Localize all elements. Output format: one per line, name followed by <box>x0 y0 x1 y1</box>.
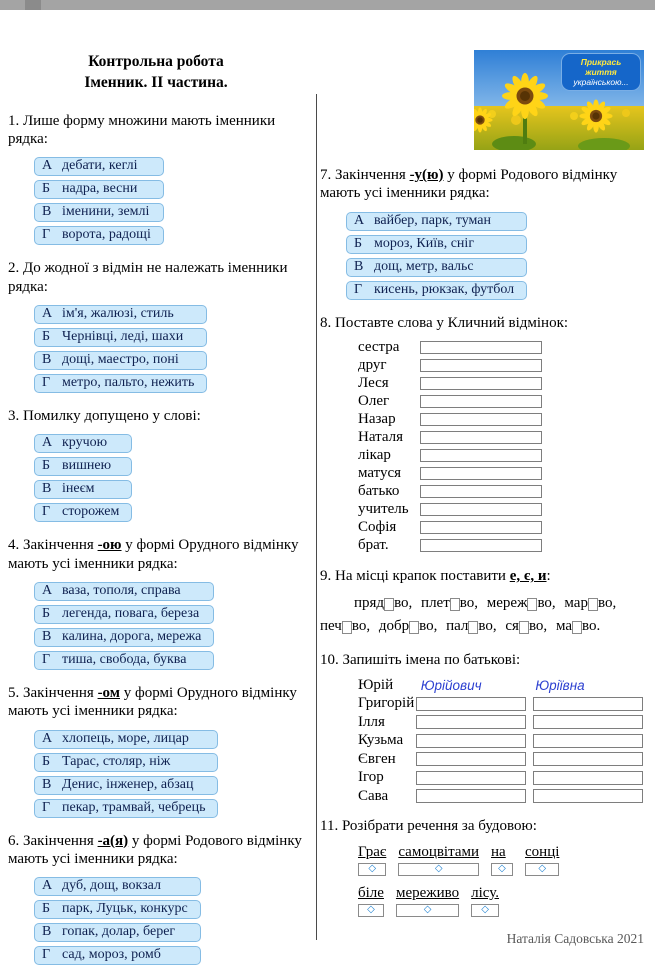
banner-slogan-line1: Прикрась життя <box>580 57 622 77</box>
option-text: Чернівці, леді, шахи <box>62 329 184 345</box>
sunflower-banner-image <box>474 50 644 150</box>
vocative-input[interactable] <box>420 395 542 408</box>
option-text: сад, мороз, ромб <box>62 947 161 963</box>
answer-option[interactable] <box>346 258 527 277</box>
patronymic-row <box>358 694 650 713</box>
letter-fill-token <box>564 595 616 611</box>
question-8-text: 8. Поставте слова у Кличний відмінок: <box>320 314 569 331</box>
patronymic-name: Кузьма <box>358 732 404 749</box>
answer-option[interactable] <box>34 457 132 476</box>
option-letter: В <box>42 481 52 497</box>
vocative-row <box>358 519 650 537</box>
answer-option[interactable] <box>34 203 164 222</box>
question-2-options <box>34 303 207 395</box>
vocative-row <box>358 429 650 447</box>
letter-input[interactable] <box>342 621 352 634</box>
vocative-row <box>358 375 650 393</box>
answer-option[interactable] <box>34 503 132 522</box>
option-letter: Г <box>42 799 51 815</box>
patronymic-male-input[interactable] <box>416 771 526 785</box>
question-6-options <box>34 875 201 967</box>
option-text: пекар, трамвай, чебрець <box>62 799 206 815</box>
sentence-word: Грає <box>358 843 387 860</box>
answer-option[interactable] <box>34 877 201 896</box>
option-text: дуб, дощ, вокзал <box>62 878 161 894</box>
option-text: вайбер, парк, туман <box>374 212 492 228</box>
parse-dropdown[interactable] <box>471 904 499 917</box>
option-text: кисень, рюкзак, футбол <box>374 281 515 297</box>
option-letter: А <box>42 158 53 174</box>
patronymic-female-input[interactable] <box>533 715 643 729</box>
token-after: во, <box>528 618 548 635</box>
dropdown-diamond-icon: ◇ <box>368 863 377 875</box>
answer-option[interactable] <box>34 799 218 818</box>
question-7-ending: -у(ю) <box>409 167 444 183</box>
answer-option[interactable] <box>34 180 164 199</box>
vocative-word: брат. <box>358 537 389 554</box>
letter-fill-token <box>556 618 600 634</box>
option-text: легенда, повага, береза <box>62 605 200 621</box>
question-9-letters: е, є, и <box>509 567 547 584</box>
vocative-row <box>358 537 650 555</box>
question-1-text <box>8 112 304 149</box>
option-letter: В <box>42 204 52 220</box>
question-3 <box>8 407 304 524</box>
vocative-input[interactable] <box>420 521 542 534</box>
vocative-input[interactable] <box>420 449 542 462</box>
question-3-text <box>8 407 304 425</box>
vocative-list <box>358 339 650 555</box>
option-letter: Г <box>42 504 51 520</box>
token-after: во, <box>597 595 617 612</box>
option-letter: Г <box>42 227 51 243</box>
answer-option[interactable] <box>34 946 201 965</box>
parse-dropdown[interactable] <box>525 863 559 876</box>
patronymic-name: Юрій <box>358 676 394 693</box>
option-text: ім'я, жалюзі, стиль <box>62 306 174 322</box>
answer-option[interactable] <box>34 226 164 245</box>
option-letter: Г <box>42 947 51 963</box>
option-text: Денис, інженер, абзац <box>62 776 194 792</box>
token-after: во, <box>459 595 479 612</box>
dropdown-diamond-icon: ◇ <box>367 904 375 916</box>
patronymic-name: Ігор <box>358 769 384 786</box>
dropdown-diamond-icon: ◇ <box>423 904 432 916</box>
vocative-row <box>358 339 650 357</box>
option-letter: Б <box>42 329 51 345</box>
question-5-prefix: 5. Закінчення <box>8 684 98 701</box>
title-line-2: Іменник. ІІ частина. <box>84 73 228 91</box>
option-text: гопак, долар, берег <box>62 924 176 940</box>
patronymic-female-input[interactable] <box>533 697 643 711</box>
patronymic-row <box>358 787 650 806</box>
letter-input[interactable] <box>468 621 478 634</box>
token-before: пал <box>446 618 469 635</box>
patronymic-example-row <box>358 676 650 695</box>
option-text: кручою <box>62 435 108 451</box>
option-letter: Б <box>42 605 51 621</box>
vocative-row <box>358 357 650 375</box>
letter-fill-token <box>421 595 478 611</box>
question-9 <box>320 567 650 639</box>
vocative-input[interactable] <box>420 431 542 444</box>
option-text: калина, дорога, мережа <box>62 628 202 644</box>
question-7-options <box>346 210 527 302</box>
question-2-line2: рядка: <box>8 278 48 295</box>
option-text: тиша, свобода, буква <box>62 651 187 667</box>
answer-option[interactable] <box>34 351 207 370</box>
option-letter: Б <box>42 458 51 474</box>
option-letter: А <box>42 435 53 451</box>
letter-fill-token <box>379 618 438 634</box>
option-text: ваза, тополя, справа <box>62 582 181 598</box>
question-7-text <box>320 166 650 203</box>
letter-input[interactable] <box>588 598 598 611</box>
patronymic-male-input[interactable] <box>416 697 526 711</box>
token-before: мереж <box>486 595 528 612</box>
question-2-text <box>8 259 304 296</box>
token-before: мар <box>564 595 588 612</box>
right-column <box>320 50 650 979</box>
vocative-row <box>358 447 650 465</box>
letter-input[interactable] <box>519 621 529 634</box>
answer-option[interactable] <box>34 923 201 942</box>
question-7-line2: мають усі іменники рядка: <box>320 185 490 202</box>
question-11-text: 11. Розібрати речення за будовою: <box>320 818 537 835</box>
answer-option[interactable] <box>34 753 218 772</box>
answer-option[interactable] <box>34 651 214 670</box>
option-letter: А <box>42 582 53 598</box>
sentence-word: мереживо <box>395 884 460 901</box>
token-before: добр <box>378 618 410 635</box>
answer-option[interactable] <box>346 235 527 254</box>
patronymic-name: Григорій <box>358 695 415 712</box>
token-after: во, <box>351 618 371 635</box>
question-1-line2: рядка: <box>8 131 48 148</box>
sentence-word: самоцвітами <box>398 843 480 860</box>
vocative-word: Олег <box>358 393 390 410</box>
option-letter: Б <box>42 181 51 197</box>
patronymic-female-input[interactable] <box>533 789 643 803</box>
vocative-input[interactable] <box>420 341 542 354</box>
question-4-line2: мають усі іменники рядка: <box>8 555 178 572</box>
question-4-ending: -ою <box>97 537 122 554</box>
sentence-line-1 <box>358 844 650 876</box>
vocative-word: сестра <box>358 339 400 356</box>
option-text: інеєм <box>62 481 95 497</box>
dropdown-diamond-icon: ◇ <box>481 904 489 916</box>
token-before: печ <box>320 618 342 635</box>
option-letter: Б <box>42 901 51 917</box>
token-after: во, <box>419 618 438 635</box>
vocative-word: Леся <box>358 375 389 392</box>
option-text: мороз, Київ, сніг <box>374 235 475 251</box>
sentence-word: біле <box>358 884 384 901</box>
sentence-word: сонці <box>525 843 560 860</box>
question-6 <box>8 832 304 968</box>
answer-option[interactable] <box>34 305 207 324</box>
question-11 <box>320 817 650 916</box>
vocative-word: батько <box>358 483 400 500</box>
option-letter: В <box>42 924 52 940</box>
parse-dropdown[interactable] <box>396 904 459 917</box>
answer-option[interactable] <box>34 374 207 393</box>
option-text: парк, Луцьк, конкурс <box>62 901 188 917</box>
question-5-suffix: у формі Орудного відмінку <box>120 684 297 701</box>
token-after: во, <box>537 595 556 612</box>
option-text: Тарас, столяр, ніж <box>62 753 171 769</box>
letter-fill-token <box>505 618 547 634</box>
question-5-text <box>8 684 304 721</box>
answer-option[interactable] <box>34 582 214 601</box>
vocative-row <box>358 483 650 501</box>
letter-input[interactable] <box>572 621 582 634</box>
option-letter: Б <box>42 753 51 769</box>
question-6-line2: мають усі іменники рядка: <box>8 850 178 867</box>
sentence-word: лісу. <box>471 884 500 901</box>
letter-fill-token <box>320 618 370 634</box>
option-text: надра, весни <box>62 181 138 197</box>
vocative-word: друг <box>358 357 387 374</box>
sentence-word-item <box>491 844 513 876</box>
option-text: хлопець, море, лицар <box>62 730 189 746</box>
browser-chrome-bar <box>0 0 655 10</box>
option-letter: А <box>42 878 53 894</box>
vocative-row <box>358 411 650 429</box>
question-6-prefix: 6. Закінчення <box>8 832 98 849</box>
question-4-options <box>34 580 214 672</box>
option-text: сторожем <box>62 504 120 520</box>
letter-fill-token <box>487 595 556 611</box>
patronymic-male-input[interactable] <box>416 752 526 766</box>
option-text: метро, пальто, нежить <box>62 375 195 391</box>
vocative-input[interactable] <box>420 485 542 498</box>
token-before: пряд <box>354 595 385 612</box>
question-5-line2: мають усі іменники рядка: <box>8 703 178 720</box>
vocative-word: матуся <box>358 465 402 482</box>
option-letter: В <box>42 776 52 792</box>
question-4-text <box>8 536 304 573</box>
patronymic-example-male: Юрійович <box>420 677 482 693</box>
dropdown-diamond-icon: ◇ <box>434 863 443 875</box>
question-1-line1: 1. Лише форму множини мають іменники <box>8 112 276 129</box>
answer-option[interactable] <box>34 605 214 624</box>
option-letter: Б <box>354 235 363 251</box>
letter-input[interactable] <box>384 598 394 611</box>
patronymic-male-input[interactable] <box>416 789 526 803</box>
token-after: во, <box>478 618 497 635</box>
question-7 <box>320 166 650 302</box>
letter-fill-token <box>446 618 497 634</box>
question-6-suffix: у формі Родового відмінку <box>128 832 302 849</box>
letter-fill-token <box>354 595 412 611</box>
answer-option[interactable] <box>34 730 218 749</box>
option-letter: В <box>42 628 52 644</box>
parse-dropdown[interactable] <box>358 904 384 917</box>
banner-slogan-line2: українською... <box>573 77 629 87</box>
answer-option[interactable] <box>34 434 132 453</box>
question-7-suffix: у формі Родового відмінку <box>443 167 618 183</box>
vocative-row <box>358 465 650 483</box>
parse-dropdown[interactable] <box>491 863 513 876</box>
question-3-options <box>34 432 132 524</box>
option-letter: А <box>42 730 53 746</box>
letter-input[interactable] <box>409 621 419 634</box>
patronymic-row <box>358 750 650 769</box>
patronymic-row <box>358 768 650 787</box>
question-5-ending: -ом <box>97 684 120 701</box>
question-4-suffix: у формі Орудного відмінку <box>121 537 299 554</box>
sentence-word-item <box>398 844 479 876</box>
question-3-line1: 3. Помилку допущено у слові: <box>8 408 201 425</box>
question-2-line1: 2. До жодної з відмін не належать іменники <box>8 260 288 277</box>
banner-slogan <box>561 53 641 91</box>
answer-option[interactable] <box>34 157 164 176</box>
answer-option[interactable] <box>34 328 207 347</box>
token-after: во, <box>394 595 413 612</box>
question-1-options <box>34 155 164 247</box>
sentence-word-item <box>358 844 386 876</box>
answer-option[interactable] <box>346 212 527 231</box>
vocative-input[interactable] <box>420 539 542 552</box>
answer-option[interactable] <box>346 281 527 300</box>
vocative-row <box>358 501 650 519</box>
option-text: дощ, метр, вальс <box>374 258 474 274</box>
answer-option[interactable] <box>34 480 132 499</box>
patronymic-male-input[interactable] <box>416 734 526 748</box>
question-6-text <box>8 832 304 869</box>
vocative-input[interactable] <box>420 359 542 372</box>
vocative-input[interactable] <box>420 413 542 426</box>
worksheet-title <box>18 52 294 94</box>
option-text: вишнею <box>62 458 112 474</box>
patronymic-name: Євген <box>358 750 396 767</box>
option-text: іменини, землі <box>62 204 150 220</box>
option-letter: В <box>42 352 52 368</box>
option-text: ворота, радощі <box>62 227 151 243</box>
vocative-word: Наталя <box>358 429 404 446</box>
sentence-word-item <box>471 885 499 917</box>
title-line-1: Контрольна робота <box>88 53 224 70</box>
question-6-ending: -а(я) <box>97 832 129 849</box>
column-divider <box>316 94 317 940</box>
author-credit: Наталія Садовська 2021 <box>506 930 644 946</box>
sentence-line-2 <box>358 885 650 917</box>
parse-dropdown[interactable] <box>398 863 479 876</box>
question-5-options <box>34 728 218 820</box>
worksheet-page <box>0 10 655 979</box>
window-control <box>25 0 41 10</box>
left-column <box>8 50 304 979</box>
sentence-parse-area <box>358 844 650 917</box>
vocative-word: учитель <box>358 501 409 518</box>
dropdown-diamond-icon: ◇ <box>498 863 506 875</box>
question-10 <box>320 651 650 806</box>
parse-dropdown[interactable] <box>358 863 386 876</box>
option-letter: Г <box>354 281 363 297</box>
answer-option[interactable] <box>34 900 201 919</box>
patronymic-row <box>358 731 650 750</box>
question-10-text: 10. Запишіть імена по батькові: <box>320 651 521 668</box>
two-column-layout <box>8 50 650 979</box>
vocative-row <box>358 393 650 411</box>
question-5 <box>8 684 304 820</box>
vocative-word: лікар <box>358 447 391 464</box>
question-1 <box>8 112 304 248</box>
question-4 <box>8 536 304 672</box>
patronymic-row <box>358 713 650 732</box>
question-7-prefix: 7. Закінчення <box>320 167 410 183</box>
sentence-word-item <box>525 844 559 876</box>
token-after: во. <box>582 618 601 635</box>
patronymic-female-input[interactable] <box>533 734 643 748</box>
question-9-prefix: 9. На місці крапок поставити <box>320 567 510 584</box>
option-letter: Г <box>42 375 51 391</box>
patronymic-example-female: Юріївна <box>535 677 585 693</box>
vocative-input[interactable] <box>420 503 542 516</box>
sentence-word-item <box>396 885 459 917</box>
letter-input[interactable] <box>450 598 460 611</box>
patronymic-female-input[interactable] <box>533 771 643 785</box>
vocative-input[interactable] <box>420 377 542 390</box>
option-letter: А <box>42 306 53 322</box>
option-text: дощі, маестро, поні <box>62 352 179 368</box>
token-before: ма <box>555 618 572 635</box>
vocative-input[interactable] <box>420 467 542 480</box>
question-9-text <box>320 567 650 585</box>
vocative-word: Софія <box>358 519 397 536</box>
answer-option[interactable] <box>34 776 218 795</box>
sentence-word-item <box>358 885 384 917</box>
patronymic-table <box>358 676 650 806</box>
option-letter: В <box>354 258 364 274</box>
question-8 <box>320 314 650 555</box>
question-2 <box>8 259 304 395</box>
answer-option[interactable] <box>34 628 214 647</box>
letter-input[interactable] <box>527 598 537 611</box>
question-9-suffix: : <box>546 567 551 584</box>
dropdown-diamond-icon: ◇ <box>538 863 547 875</box>
sentence-word: на <box>491 843 506 860</box>
patronymic-name: Ілля <box>358 713 385 730</box>
letter-fill-paragraph <box>320 592 650 639</box>
token-before: плет <box>421 595 450 612</box>
patronymic-female-input[interactable] <box>533 752 643 766</box>
option-text: дебати, кеглі <box>62 158 138 174</box>
token-before: ся <box>505 618 519 635</box>
option-letter: Г <box>42 651 51 667</box>
patronymic-name: Сава <box>358 787 389 804</box>
patronymic-male-input[interactable] <box>416 715 526 729</box>
option-letter: А <box>354 212 365 228</box>
question-4-prefix: 4. Закінчення <box>8 537 98 554</box>
vocative-word: Назар <box>358 411 396 428</box>
